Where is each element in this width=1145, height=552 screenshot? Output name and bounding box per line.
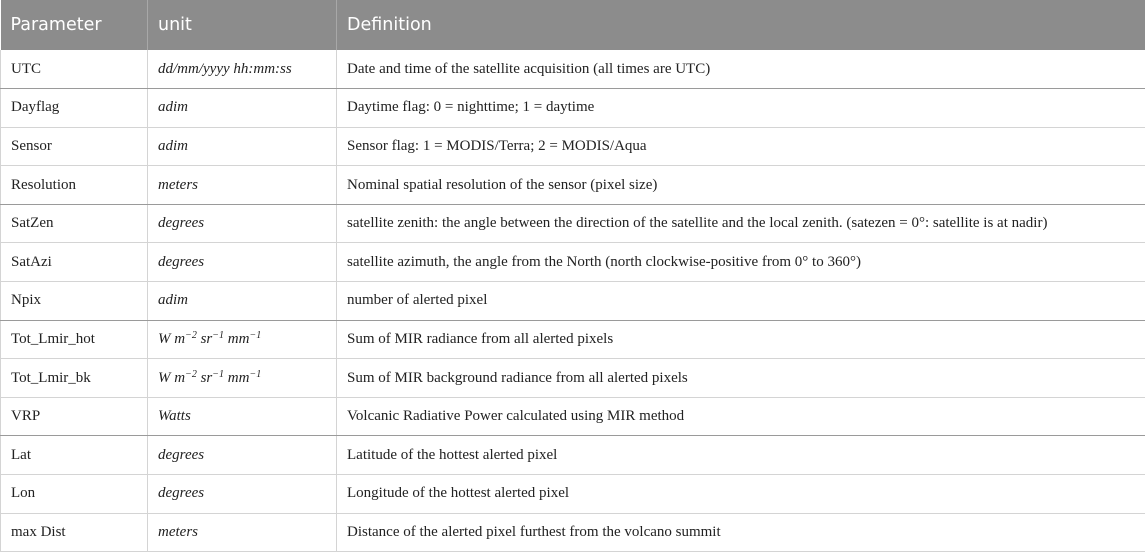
cell-parameter: Resolution — [1, 166, 148, 205]
cell-unit: W $m^{-2}$ $sr^{-1}$ $mm^{-1}$ — [148, 359, 337, 398]
header-unit: unit — [148, 0, 337, 50]
cell-unit: degrees — [148, 204, 337, 243]
cell-parameter: Lon — [1, 475, 148, 514]
cell-definition: Latitude of the hottest alerted pixel — [337, 436, 1145, 475]
cell-parameter: Sensor — [1, 127, 148, 166]
cell-parameter: Lat — [1, 436, 148, 475]
table-row — [1, 397, 1145, 436]
cell-definition: Nominal spatial resolution of the sensor (pixel size) — [337, 166, 1145, 205]
cell-definition: Sum of MIR radiance from all alerted pixels — [337, 320, 1145, 359]
cell-unit: adim — [148, 282, 337, 321]
table-row — [1, 320, 1145, 359]
cell-unit: degrees — [148, 436, 337, 475]
cell-parameter: max Dist — [1, 513, 148, 552]
cell-unit: Watts — [148, 397, 337, 436]
table-header — [1, 0, 1145, 50]
table-row — [1, 127, 1145, 166]
cell-unit: meters — [148, 166, 337, 205]
cell-unit: W $m^{-2}$ $sr^{-1}$ $mm^{-1}$ — [148, 320, 337, 359]
cell-definition: satellite zenith: the angle between the direction of the satellite and the local zenith. (satezen = 0°: satellite is at nadir) — [337, 204, 1145, 243]
table-row — [1, 89, 1145, 128]
header-parameter: Parameter — [1, 0, 148, 50]
cell-unit: dd/mm/yyyy hh:mm:ss — [148, 50, 337, 89]
cell-parameter: SatZen — [1, 204, 148, 243]
cell-definition: number of alerted pixel — [337, 282, 1145, 321]
cell-unit: adim — [148, 127, 337, 166]
cell-definition: Longitude of the hottest alerted pixel — [337, 475, 1145, 514]
cell-definition: Distance of the alerted pixel furthest from the volcano summit — [337, 513, 1145, 552]
header-definition: Definition — [337, 0, 1145, 50]
table-row — [1, 359, 1145, 398]
cell-definition: Daytime flag: 0 = nighttime; 1 = daytime — [337, 89, 1145, 128]
table-row — [1, 243, 1145, 282]
cell-definition: satellite azimuth, the angle from the North (north clockwise-positive from 0° to 360°) — [337, 243, 1145, 282]
cell-parameter: UTC — [1, 50, 148, 89]
table-body — [1, 50, 1145, 552]
cell-parameter: Dayflag — [1, 89, 148, 128]
table-row — [1, 513, 1145, 552]
table-row — [1, 166, 1145, 205]
cell-definition: Date and time of the satellite acquisition (all times are UTC) — [337, 50, 1145, 89]
cell-parameter: SatAzi — [1, 243, 148, 282]
cell-unit: meters — [148, 513, 337, 552]
table-row — [1, 50, 1145, 89]
table-row — [1, 475, 1145, 514]
cell-parameter: Npix — [1, 282, 148, 321]
header-row — [1, 0, 1145, 50]
cell-unit: degrees — [148, 243, 337, 282]
cell-definition: Sum of MIR background radiance from all alerted pixels — [337, 359, 1145, 398]
cell-parameter: Tot_Lmir_hot — [1, 320, 148, 359]
cell-unit: adim — [148, 89, 337, 128]
table-row — [1, 282, 1145, 321]
cell-definition: Sensor flag: 1 = MODIS/Terra; 2 = MODIS/Aqua — [337, 127, 1145, 166]
cell-parameter: Tot_Lmir_bk — [1, 359, 148, 398]
cell-definition: Volcanic Radiative Power calculated using MIR method — [337, 397, 1145, 436]
table-row — [1, 204, 1145, 243]
cell-parameter: VRP — [1, 397, 148, 436]
cell-unit: degrees — [148, 475, 337, 514]
table-row — [1, 436, 1145, 475]
